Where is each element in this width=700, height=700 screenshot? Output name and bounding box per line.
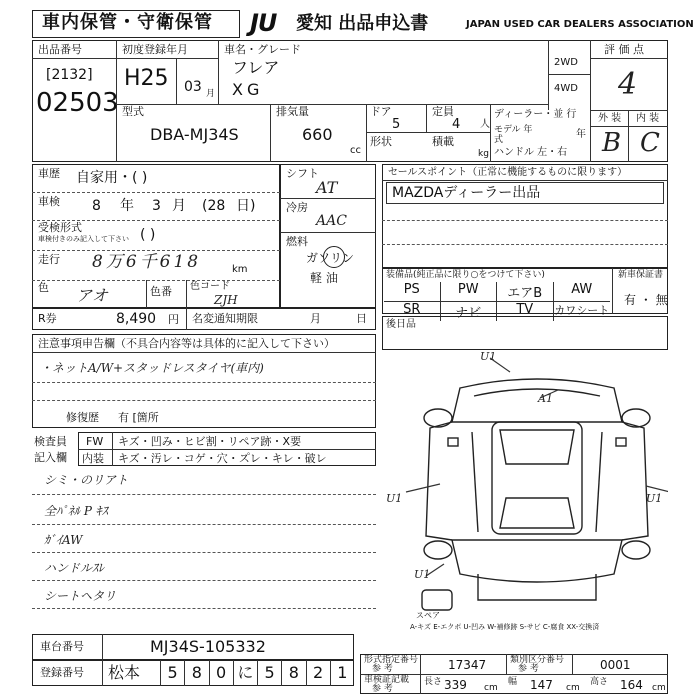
warranty-label: 新車保証書 <box>618 270 664 280</box>
dims-sub: 参 考 <box>372 684 393 694</box>
rating-interior-label: 内 装 <box>636 113 660 124</box>
sales-point-value: MAZDAディーラー出品 <box>392 185 541 201</box>
equipment-item-airbag: エアB <box>497 282 554 302</box>
rating-exterior: B <box>602 128 622 158</box>
lot-label: 出品番号 <box>38 43 82 56</box>
width-unit: cm <box>566 683 580 693</box>
chassis-label: 車台番号 <box>40 640 84 653</box>
type-cert-sub: 参 考 <box>372 664 393 674</box>
fuel-light-oil: 軽 油 <box>310 271 338 285</box>
after-items-label: 後日品 <box>386 319 416 330</box>
width-value: 147 <box>530 678 553 692</box>
history-label: 車歴 <box>38 167 60 180</box>
equipment-item-leather-seat: カワシート <box>554 304 610 317</box>
plate-digit: 5 <box>160 660 184 686</box>
certificate-label: 受検形式 <box>38 221 82 234</box>
rating-exterior-label: 外 装 <box>598 113 622 124</box>
sales-point-label: セールスポイント（正常に機能するものに限ります） <box>388 167 628 178</box>
equipment-item-tv: TV <box>497 302 554 321</box>
equipment-label: 装備品(純正品に限り○をつけて下さい) <box>386 270 545 280</box>
diagram-mark-4: U1 <box>646 492 663 505</box>
plate-digits <box>160 660 354 686</box>
dims-label: 車検証記載 <box>364 675 410 685</box>
shape-label: 形状 <box>370 135 392 148</box>
equipment-item-navi: ナビ <box>441 302 498 321</box>
handle-label: ハンドル 左・右 <box>494 147 568 158</box>
color-label: 色 <box>38 281 49 294</box>
chassis-value: MJ34S-105332 <box>150 637 266 656</box>
model-name: フレア <box>232 58 280 77</box>
height-label: 高さ <box>590 677 609 687</box>
warranty-value: 有 ・ 無 <box>624 293 668 307</box>
plate-digit: 5 <box>257 660 281 686</box>
plate-digit: 0 <box>209 660 233 686</box>
length-label: 長さ <box>424 677 443 687</box>
plate-digit: 2 <box>306 660 330 686</box>
comment-line-3: ｶﾞｲAW <box>44 533 83 547</box>
history-value: 自家用・( ) <box>76 170 148 186</box>
aircon-value: AAC <box>316 213 347 229</box>
recycle-label: R券 <box>38 312 57 325</box>
capacity-value: 4 <box>452 117 461 132</box>
repair-label: 修復歴 <box>66 411 99 424</box>
notice-day-unit: 日 <box>356 312 367 325</box>
comment-line-2: 全ﾊﾟﾈﾙ P ｷｽ <box>44 504 108 518</box>
capacity-label: 定員 <box>432 105 454 118</box>
shift-label: シフト <box>286 167 319 180</box>
form-title: 愛知 出品申込書 <box>296 13 429 34</box>
color-code-label: 色コード <box>190 281 230 292</box>
fuel-gasoline: ガソリン <box>306 251 355 265</box>
width-label: 幅 <box>508 677 518 687</box>
rating-interior: C <box>640 128 660 158</box>
fuel-selected-circle <box>323 246 345 268</box>
type-cert-label: 形式指定番号 <box>364 655 419 665</box>
plate-label: 登録番号 <box>40 666 84 679</box>
registration-month-unit: 月 <box>206 89 216 99</box>
color-number-label: 色番 <box>150 285 172 298</box>
inspector-label-1: 検査員 <box>34 435 67 448</box>
form-title-en: JAPAN USED CAR DEALERS ASSOCIATION <box>466 19 694 30</box>
notes-label: 注意事項申告欄（不具合内容等は具体的に記入して下さい） <box>38 337 335 350</box>
recycle-value: 8,490 <box>116 311 157 327</box>
plate-region: 松本 <box>108 663 141 682</box>
type-label: 型式 <box>122 105 144 118</box>
diagram-spare-label: スペア <box>416 611 440 620</box>
comment-line-1: シミ・のリアト <box>44 473 129 487</box>
equipment-item-pw: PW <box>441 282 498 302</box>
repair-value: 有 [箇所 <box>118 411 159 424</box>
mileage-value: 8万6千618 <box>92 252 202 272</box>
notice-month-unit: 月 <box>310 312 321 325</box>
inspection-year: 8 <box>92 198 101 214</box>
class-label: 類別区分番号 <box>510 655 565 665</box>
inspection-month: 3 <box>152 198 161 214</box>
displacement-value: 660 <box>302 125 333 144</box>
displacement-label: 排気量 <box>276 105 309 118</box>
comment-line-4: ハンドルｽﾚ <box>44 561 105 575</box>
after-items-box <box>382 316 668 350</box>
inspector-label-2: 記入欄 <box>34 451 67 464</box>
length-value: 339 <box>444 678 467 692</box>
inspection-day: (28 <box>202 198 226 214</box>
equipment-item-sr: SR <box>384 302 441 321</box>
diagram-legend: A-キズ E-エクボ U-凹み W-補修跡 S-サビ C-腐食 XX-交換済 <box>410 623 600 631</box>
capacity-unit: 人 <box>480 119 490 130</box>
registration-label: 初度登録年月 <box>122 43 188 56</box>
class-sub: 参 考 <box>518 664 539 674</box>
class-value: 0001 <box>600 658 631 672</box>
plate-digit: に <box>233 660 257 686</box>
registration-month: 03 <box>184 79 202 95</box>
color-code-value: ZJH <box>214 293 238 307</box>
equipment-item-ps: PS <box>384 282 441 302</box>
rating-score: 4 <box>618 67 638 102</box>
model-label: 車名・グレード <box>224 43 301 56</box>
ju-logo: JU <box>250 9 277 37</box>
inspection-label: 車検 <box>38 195 60 208</box>
diagram-mark-1: U1 <box>480 352 497 363</box>
displacement-unit: cc <box>350 145 361 156</box>
year-unit: 年 <box>576 129 586 140</box>
shift-value: AT <box>316 178 338 197</box>
diagram-mark-3: U1 <box>386 492 403 505</box>
lot-sub-number: [2132] <box>46 67 93 83</box>
mileage-label: 走行 <box>38 253 60 266</box>
length-unit: cm <box>484 683 498 693</box>
comment-line-5: シートヘタリ <box>44 589 117 603</box>
fuel-label: 燃料 <box>286 235 308 248</box>
mileage-unit: km <box>232 264 248 275</box>
inspection-month-unit: 月 <box>172 198 186 214</box>
dealer-label: ディーラー・並 行 <box>494 109 577 120</box>
plate-digit: 1 <box>330 660 354 686</box>
color-value: アオ <box>76 286 108 305</box>
diagram-mark-2: A1 <box>538 392 553 405</box>
lot-number: 02503 <box>36 88 119 118</box>
equipment-item-aw: AW <box>554 282 611 302</box>
inspector-int-label: 内装 <box>82 452 104 465</box>
load-label: 積載 <box>432 135 454 148</box>
rating-label: 評 価 点 <box>604 43 644 56</box>
inspector-int-items: キズ・汚レ・コゲ・穴・ス゚レ・キレ・破レ <box>118 452 327 465</box>
type-value: DBA-MJ34S <box>150 125 239 144</box>
height-unit: cm <box>652 683 666 693</box>
load-unit: kg <box>478 149 489 159</box>
notice-label: 名変通知期限 <box>192 312 258 325</box>
plate-digit: 8 <box>281 660 305 686</box>
diagram-mark-5: U1 <box>414 568 431 581</box>
model-year-label: モデル 年式 <box>494 125 533 145</box>
inspector-fw-items: キズ・凹み・ヒビ割・リペア跡・X要 <box>118 435 302 448</box>
recycle-unit: 円 <box>168 313 179 326</box>
type-cert-value: 17347 <box>448 658 487 672</box>
storage-label: 車内保管・守衛保管 <box>42 12 213 33</box>
certificate-note: 車検付きのみ記入して下さい <box>38 235 129 243</box>
drive-2wd: 2WD <box>554 57 578 68</box>
model-grade: XG <box>232 80 264 99</box>
drive-4wd: 4WD <box>554 83 578 94</box>
certificate-value: ( ) <box>140 227 156 243</box>
registration-era-year: H25 <box>124 66 169 91</box>
inspector-fw-label: FW <box>86 435 104 448</box>
notes-value: ・ネットA/W+スタッドレスタイヤ(車内) <box>40 361 264 375</box>
aircon-label: 冷房 <box>286 201 308 214</box>
inspection-day-unit: 日) <box>236 198 256 214</box>
height-value: 164 <box>620 678 643 692</box>
car-damage-diagram <box>382 352 668 624</box>
inspection-year-unit: 年 <box>120 198 134 214</box>
doors-label: ドア <box>370 105 392 118</box>
plate-digit: 8 <box>184 660 208 686</box>
equipment-grid <box>384 282 610 321</box>
doors-value: 5 <box>392 117 401 132</box>
